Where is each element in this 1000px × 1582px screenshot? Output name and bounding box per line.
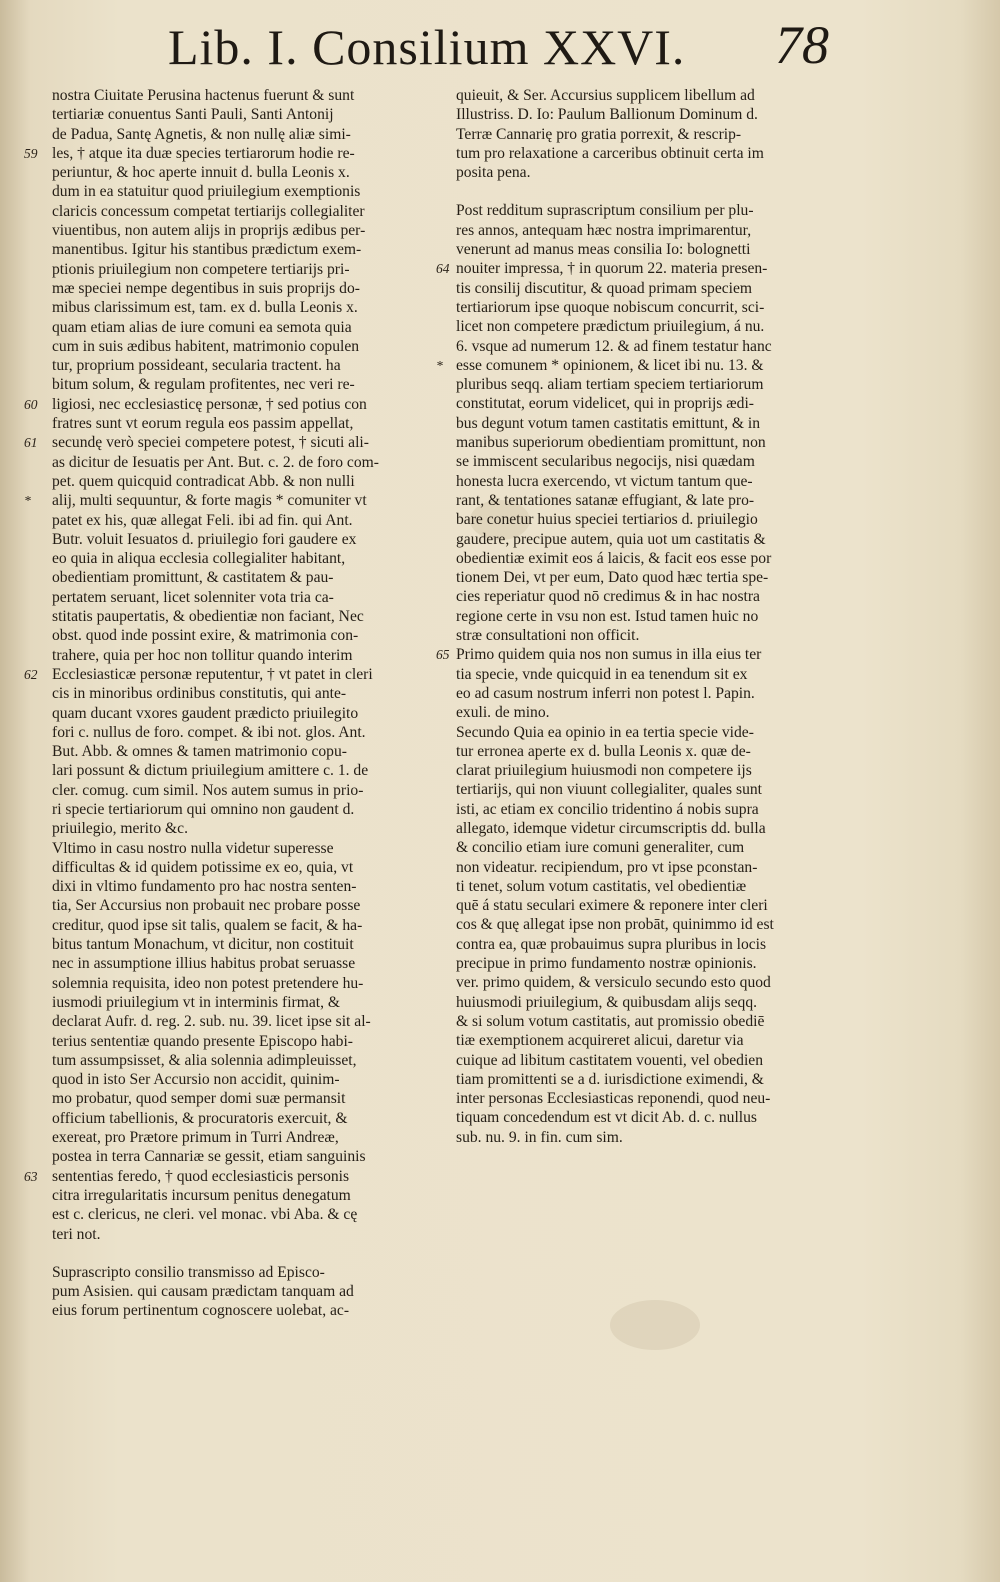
text-line: [52, 1147, 407, 1166]
line-text: honesta lucra exercendo, vt victum tantum que-: [456, 472, 753, 490]
line-text: bitum solum, & regulam profitentes, nec veri re-: [52, 376, 355, 394]
line-text: cis in minoribus ordinibus constitutis, qui ante-: [52, 685, 347, 703]
text-line: [52, 1186, 407, 1205]
text-line: [52, 472, 407, 491]
text-line: [456, 472, 828, 491]
text-line: [456, 858, 828, 877]
line-text: priuilegio, merito &c.: [52, 820, 188, 838]
text-line: [52, 375, 407, 394]
line-text: tertiariorum ipse quoque nobiscum concurrit, sci-: [456, 298, 765, 316]
text-line: [52, 318, 407, 337]
text-line: [456, 761, 828, 780]
text-line: [52, 163, 407, 182]
line-text: les, † atque ita duæ species tertiarorum hodie re-: [52, 144, 355, 162]
text-line: [52, 298, 407, 317]
line-text: mo probatur, quod semper domi suæ permansit: [52, 1090, 346, 1108]
text-line: [456, 703, 828, 722]
left-text-column: [24, 86, 407, 1321]
line-text: claricis concessum competat tertiarijs collegialiter: [52, 202, 365, 220]
line-text: alij, multi sequuntur, & forte magis * comuniter vt: [52, 492, 367, 510]
line-text: tia specie, vnde quicquid in ea tenendum sit ex: [456, 665, 748, 683]
text-line: [52, 684, 407, 703]
text-line: [52, 240, 407, 259]
text-line: [456, 1089, 828, 1108]
line-text: ver. primo quidem, & versiculo secundo esto quod: [456, 974, 771, 992]
line-text: periuntur, & hoc aperte innuit d. bulla Leonis x.: [52, 164, 350, 182]
right-text-column: [436, 86, 828, 1147]
line-text: bus degunt votum tamen castitatis emittunt, & in: [456, 414, 761, 432]
line-text: eius forum pertinentum cognoscere uolebat, ac-: [52, 1302, 350, 1320]
text-line: [456, 684, 828, 703]
text-line: [52, 781, 407, 800]
line-text: secundę verò speciei competere potest, † sicuti ali-: [52, 434, 369, 452]
text-line: [52, 260, 407, 279]
text-line: [52, 935, 407, 954]
line-text: dum in ea statuitur quod priuilegium exemptionis: [52, 183, 361, 201]
line-text: sententias feredo, † quod ecclesiasticis personis: [52, 1167, 350, 1185]
line-text: trahere, quia per hoc non tollitur quando interim: [52, 646, 353, 664]
line-text: postea in terra Cannariæ se gessit, etiam sanguinis: [52, 1148, 366, 1166]
line-text: quam etiam alias de iure comuni ea semota quia: [52, 318, 352, 336]
text-line: [52, 626, 407, 645]
line-text: tiæ exemptionem acquireret alicui, daretur via: [456, 1032, 744, 1050]
line-text: res annos, antequam hæc nostra imprimarentur,: [456, 221, 752, 239]
text-line: [456, 279, 828, 298]
text-line: [456, 993, 828, 1012]
line-text: teri not.: [52, 1225, 101, 1243]
text-line: [52, 588, 407, 607]
text-line: [456, 375, 828, 394]
text-line: [24, 1167, 407, 1186]
line-text: mæ speciei nempe degentibus in suis proprijs do-: [52, 279, 360, 297]
text-line: [52, 1263, 407, 1282]
line-text: terius sententiæ quando presente Episcopo habi-: [52, 1032, 353, 1050]
line-text: ti tenet, solum votum castitatis, vel obedientiæ: [456, 877, 747, 895]
text-line: [456, 510, 828, 529]
text-line: [52, 607, 407, 626]
line-text: fratres sunt vt eorum regula eos passim appellat,: [52, 415, 354, 433]
line-text: inter personas Ecclesiasticas reponendi, quod neu-: [456, 1090, 771, 1108]
text-line: [52, 819, 407, 838]
text-line: [24, 144, 407, 163]
line-text: obst. quod inde possint exire, & matrimonia con-: [52, 627, 359, 645]
text-line: [456, 935, 828, 954]
text-line: [456, 1128, 828, 1147]
line-text: clarat priuilegium huiusmodi non competere ijs: [456, 762, 752, 780]
line-text: & concilio etiam iure comuni generaliter, cum: [456, 839, 745, 857]
line-text: pet. quem quicquid contradicat Abb. & non nulli: [52, 472, 355, 490]
line-text: huiusmodi priuilegium, & quibusdam alijs seqq.: [456, 993, 758, 1011]
line-text: stitatis paupertatis, & obedientiæ non faciant, Nec: [52, 608, 364, 626]
line-text: tis consilij discutitur, & quoad primam speciem: [456, 279, 753, 297]
line-text: quieuit, & Ser. Accursius supplicem libellum ad: [456, 87, 755, 104]
line-text: manentibus. Igitur his stantibus prædictum exem-: [52, 241, 362, 259]
line-text: cler. comug. cum simil. Nos autem sumus in prio-: [52, 781, 364, 799]
line-text: obedientiam promittunt, & castitatem & pau-: [52, 569, 334, 587]
text-line: [52, 704, 407, 723]
line-text: ptionis priuilegium non competere tertiarijs pri-: [52, 260, 350, 278]
text-line: [456, 240, 828, 259]
paper-stain: [610, 1300, 700, 1350]
line-text: rant, & tentationes satanæ effugiant, & late pro-: [456, 491, 755, 509]
text-line: [52, 896, 407, 915]
line-text: & si solum votum castitatis, aut promissio obediē: [456, 1012, 765, 1030]
text-line: [456, 1051, 828, 1070]
line-text: creditur, quod ipse sit talis, qualem se facit, & ha-: [52, 916, 363, 934]
margin-note-number: 63: [24, 1168, 38, 1184]
text-line: [456, 491, 828, 510]
text-line: [52, 839, 407, 858]
line-text: as dicitur de Iesuatis per Ant. But. c. 2. de foro com-: [52, 453, 379, 471]
line-text: tertiariæ conuentus Santi Pauli, Santi Antonij: [52, 106, 334, 124]
line-text: sub. nu. 9. in fin. cum sim.: [456, 1128, 623, 1146]
text-line: [52, 1070, 407, 1089]
line-text: contra ea, quæ probauimus supra pluribus in locis: [456, 935, 767, 953]
line-text: Vltimo in casu nostro nulla videtur superesse: [52, 839, 334, 857]
text-line: [456, 414, 828, 433]
text-line: [52, 993, 407, 1012]
line-text: tionem Dei, vt per eum, Dato quod hæc tertia spe-: [456, 569, 769, 587]
text-line: [52, 723, 407, 742]
text-line: [52, 877, 407, 896]
text-line: [436, 259, 828, 278]
margin-note-number: 60: [24, 396, 38, 412]
line-text: tur erronea aperte ex d. bulla Leonis x. quæ de-: [456, 742, 751, 760]
page-header: [0, 0, 1000, 90]
text-line: [52, 954, 407, 973]
text-line: [456, 163, 828, 182]
line-text: lari possunt & dictum priuilegium amittere c. 1. de: [52, 762, 369, 780]
line-text: obedientiæ eximit eos á laicis, & facit eos esse por: [456, 549, 772, 567]
text-line: [52, 1205, 407, 1224]
text-line: [52, 800, 407, 819]
line-text: 6. vsque ad numerum 12. & ad finem testatur hanc: [456, 337, 772, 355]
text-line: [52, 858, 407, 877]
line-text: cies reperiatur quod nō credimus & in hac nostra: [456, 588, 760, 606]
text-line: [52, 356, 407, 375]
line-text: venerunt ad manus meas consilia Io: bolognetti: [456, 241, 751, 259]
text-line: [52, 1301, 407, 1320]
text-line: [52, 1012, 407, 1031]
text-line: [24, 665, 407, 684]
line-text: tum assumpsisset, & alia solennia adimpleuisset,: [52, 1051, 357, 1069]
line-text: tur, proprium possideant, secularia tractent. ha: [52, 357, 341, 375]
text-line: [456, 221, 828, 240]
line-text: tum pro relaxatione a carceribus obtinuit certa im: [456, 144, 764, 162]
line-text: exereat, pro Prætore primum in Turri Andreæ,: [52, 1129, 339, 1147]
line-text: cos & quę allegat ipse non probāt, quinimmo id est: [456, 916, 774, 934]
text-line: [456, 607, 828, 626]
text-line: [456, 1070, 828, 1089]
text-line: [52, 1032, 407, 1051]
text-line: [456, 877, 828, 896]
text-line: [456, 337, 828, 356]
line-text: de Padua, Santę Agnetis, & non nullę aliæ simi-: [52, 125, 351, 143]
line-text: tiam promittenti se a d. iurisdictione eximendi, &: [456, 1070, 764, 1088]
line-text: declarat Aufr. d. reg. 2. sub. nu. 39. licet ipse sit al-: [52, 1013, 371, 1031]
text-line: [456, 298, 828, 317]
line-text: cuique ad libitum castitatem vouenti, vel obedien: [456, 1051, 764, 1069]
text-line: [52, 1282, 407, 1301]
line-text: Ecclesiasticæ personæ reputentur, † vt patet in cleri: [52, 665, 373, 683]
margin-note-number: 64: [436, 261, 450, 277]
text-line: [456, 317, 828, 336]
line-text: mibus clarissimum est, tam. ex d. bulla Leonis x.: [52, 299, 358, 317]
line-text: Suprascripto consilio transmisso ad Episco-: [52, 1263, 325, 1281]
line-text: Primo quidem quia nos non sumus in illa eius ter: [456, 646, 762, 664]
text-line: [52, 530, 407, 549]
line-text: difficultas & id quidem potissime ex eo, quia, vt: [52, 858, 354, 876]
margin-note-number: 59: [24, 145, 38, 161]
line-text: solemnia requisita, ideo non potest pretendere hu-: [52, 974, 364, 992]
line-text: quod in isto Ser Accursio non accidit, quinim-: [52, 1071, 340, 1089]
text-line: [24, 491, 407, 510]
line-text: quē á statu seculari eximere & reponere inter cleri: [456, 897, 768, 915]
text-line: [456, 973, 828, 992]
line-text: tiquam concedendum est vt dicit Ab. d. c. nullus: [456, 1109, 757, 1127]
text-line: [456, 125, 828, 144]
text-line: [52, 742, 407, 761]
text-line: [52, 221, 407, 240]
line-text: quam ducant vxores gaudent prædicto priuilegito: [52, 704, 359, 722]
text-line: [52, 105, 407, 124]
text-line: [456, 587, 828, 606]
text-line: [456, 1031, 828, 1050]
text-line: [52, 1225, 407, 1244]
text-line: [52, 549, 407, 568]
line-text: tertiarijs, qui non viuunt collegialiter, quales sunt: [456, 781, 762, 799]
text-line: [456, 954, 828, 973]
text-line: [456, 626, 828, 645]
line-text: bare conetur huius speciei tertiarios d. priuilegio: [456, 511, 758, 529]
line-text: pluribus seqq. aliam tertiam speciem tertiariorum: [456, 376, 764, 394]
line-text: cum in suis ædibus habitent, matrimonio copulen: [52, 337, 360, 355]
line-text: eo quia in aliqua ecclesia collegialiter habitant,: [52, 550, 346, 568]
line-text: exuli. de mino.: [456, 704, 550, 722]
line-text: fori c. nullus de foro. compet. & ibi not. glos. Ant.: [52, 723, 366, 741]
text-line: [52, 646, 407, 665]
text-line: [456, 780, 828, 799]
line-text: gaudere, precipue autem, quia uot um castitatis &: [456, 530, 766, 548]
text-line: [52, 1128, 407, 1147]
line-text: officium tabellionis, & procuratoris exercuit, &: [52, 1109, 348, 1127]
text-line: [52, 511, 407, 530]
line-text: pertatem seruant, licet solenniter vota tria ca-: [52, 588, 334, 606]
text-line: [52, 414, 407, 433]
folio-number: 78: [775, 15, 829, 75]
running-title: Lib. I. Consilium XXVI.: [168, 19, 686, 75]
text-line: [52, 1051, 407, 1070]
text-line: [456, 201, 828, 220]
text-line: [456, 433, 828, 452]
text-line: [456, 838, 828, 857]
line-text: viuentibus, non autem alijs in proprijs ædibus per-: [52, 222, 366, 240]
line-text: se immiscent secularibus negocijs, nisi quædam: [456, 453, 755, 471]
paragraph-gap: [52, 1244, 407, 1263]
margin-note-number: *: [436, 357, 443, 373]
line-text: precipue in primo fundamento nostræ opinionis.: [456, 955, 757, 973]
text-line: [456, 452, 828, 471]
line-text: Butr. voluit Iesuatos d. priuilegio fori gaudere ex: [52, 530, 357, 548]
line-text: nouiter impressa, † in quorum 22. materia presen-: [456, 260, 768, 278]
line-text: Secundo Quia ea opinio in ea tertia specie vide-: [456, 723, 754, 741]
line-text: Terræ Cannarię pro gratia porrexit, & rescrip-: [456, 125, 742, 143]
text-line: [52, 279, 407, 298]
text-line: [456, 819, 828, 838]
line-text: citra irregularitatis incursum penitus denegatum: [52, 1186, 351, 1204]
margin-note-number: 62: [24, 666, 38, 682]
line-text: non videatur. recipiendum, pro vt ipse pconstan-: [456, 858, 758, 876]
text-line: [52, 1109, 407, 1128]
text-line: [52, 568, 407, 587]
line-text: stræ consultationi non officit.: [456, 627, 640, 645]
text-line: [456, 742, 828, 761]
text-line: [456, 665, 828, 684]
text-line: [456, 800, 828, 819]
text-line: [52, 182, 407, 201]
text-line: [52, 337, 407, 356]
text-line: [456, 86, 828, 105]
line-text: licet non competere prædictum priuilegium, á nu.: [456, 318, 765, 336]
line-text: posita pena.: [456, 164, 531, 182]
line-text: regione certe in vsu non est. Istud tamen huic no: [456, 607, 759, 625]
text-line: [456, 1108, 828, 1127]
line-text: manibus superiorum obedientiam promittunt, non: [456, 434, 766, 452]
text-line: [456, 530, 828, 549]
text-line: [24, 395, 407, 414]
line-text: pum Asisien. qui causam prædictam tanquam ad: [52, 1283, 354, 1301]
text-line: [52, 761, 407, 780]
text-line: [52, 125, 407, 144]
line-text: But. Abb. & omnes & tamen matrimonio copu-: [52, 743, 347, 761]
line-text: dixi in vltimo fundamento pro hac nostra senten-: [52, 878, 357, 896]
text-line: [52, 202, 407, 221]
line-text: patet ex his, quæ allegat Feli. ibi ad fin. qui Ant.: [52, 511, 353, 529]
line-text: Illustriss. D. Io: Paulum Ballionum Dominum d.: [456, 106, 758, 124]
text-line: [456, 896, 828, 915]
margin-note-number: 65: [436, 647, 450, 663]
text-line: [24, 433, 407, 452]
line-text: nec in assumptione illius habitus probat seruasse: [52, 955, 356, 973]
text-line: [52, 916, 407, 935]
text-line: [456, 105, 828, 124]
text-line: [456, 723, 828, 742]
line-text: iusmodi priuilegium vt in interminis firmat, &: [52, 993, 341, 1011]
text-line: [52, 1089, 407, 1108]
line-text: bitus tantum Monachum, vt dicitur, non costituit: [52, 936, 354, 954]
text-line: [456, 1012, 828, 1031]
line-text: ri specie tertiariorum qui omnino non gaudent d.: [52, 800, 355, 818]
paragraph-gap: [456, 182, 828, 201]
text-line: [456, 549, 828, 568]
text-line: [456, 915, 828, 934]
line-text: constitutat, eorum videlicet, qui in proprijs ædi-: [456, 395, 754, 413]
margin-note-number: 61: [24, 435, 38, 451]
line-text: allegato, idemque videtur circumscriptis dd. bulla: [456, 819, 766, 837]
text-line: [436, 645, 828, 664]
line-text: tia, Ser Accursius non probauit nec probare posse: [52, 897, 361, 915]
line-text: eo ad casum nostrum inferri non potest l. Papin.: [456, 684, 755, 702]
text-line: [52, 453, 407, 472]
text-line: [436, 356, 828, 375]
text-line: [456, 394, 828, 413]
text-line: [456, 568, 828, 587]
margin-note-number: *: [24, 493, 31, 509]
line-text: ligiosi, nec ecclesiasticę personæ, † sed potius con: [52, 395, 367, 413]
line-text: esse comunem * opinionem, & licet ibi nu. 13. &: [456, 356, 764, 374]
text-line: [52, 974, 407, 993]
line-text: isti, ac etiam ex concilio tridentino á nobis supra: [456, 800, 759, 818]
line-text: Post redditum suprascriptum consilium per plu-: [456, 202, 754, 220]
text-line: [52, 86, 407, 105]
line-text: nostra Ciuitate Perusina hactenus fuerunt & sunt: [52, 87, 355, 104]
text-line: [456, 144, 828, 163]
line-text: est c. clericus, ne cleri. vel monac. vbi Aba. & cę: [52, 1206, 358, 1224]
